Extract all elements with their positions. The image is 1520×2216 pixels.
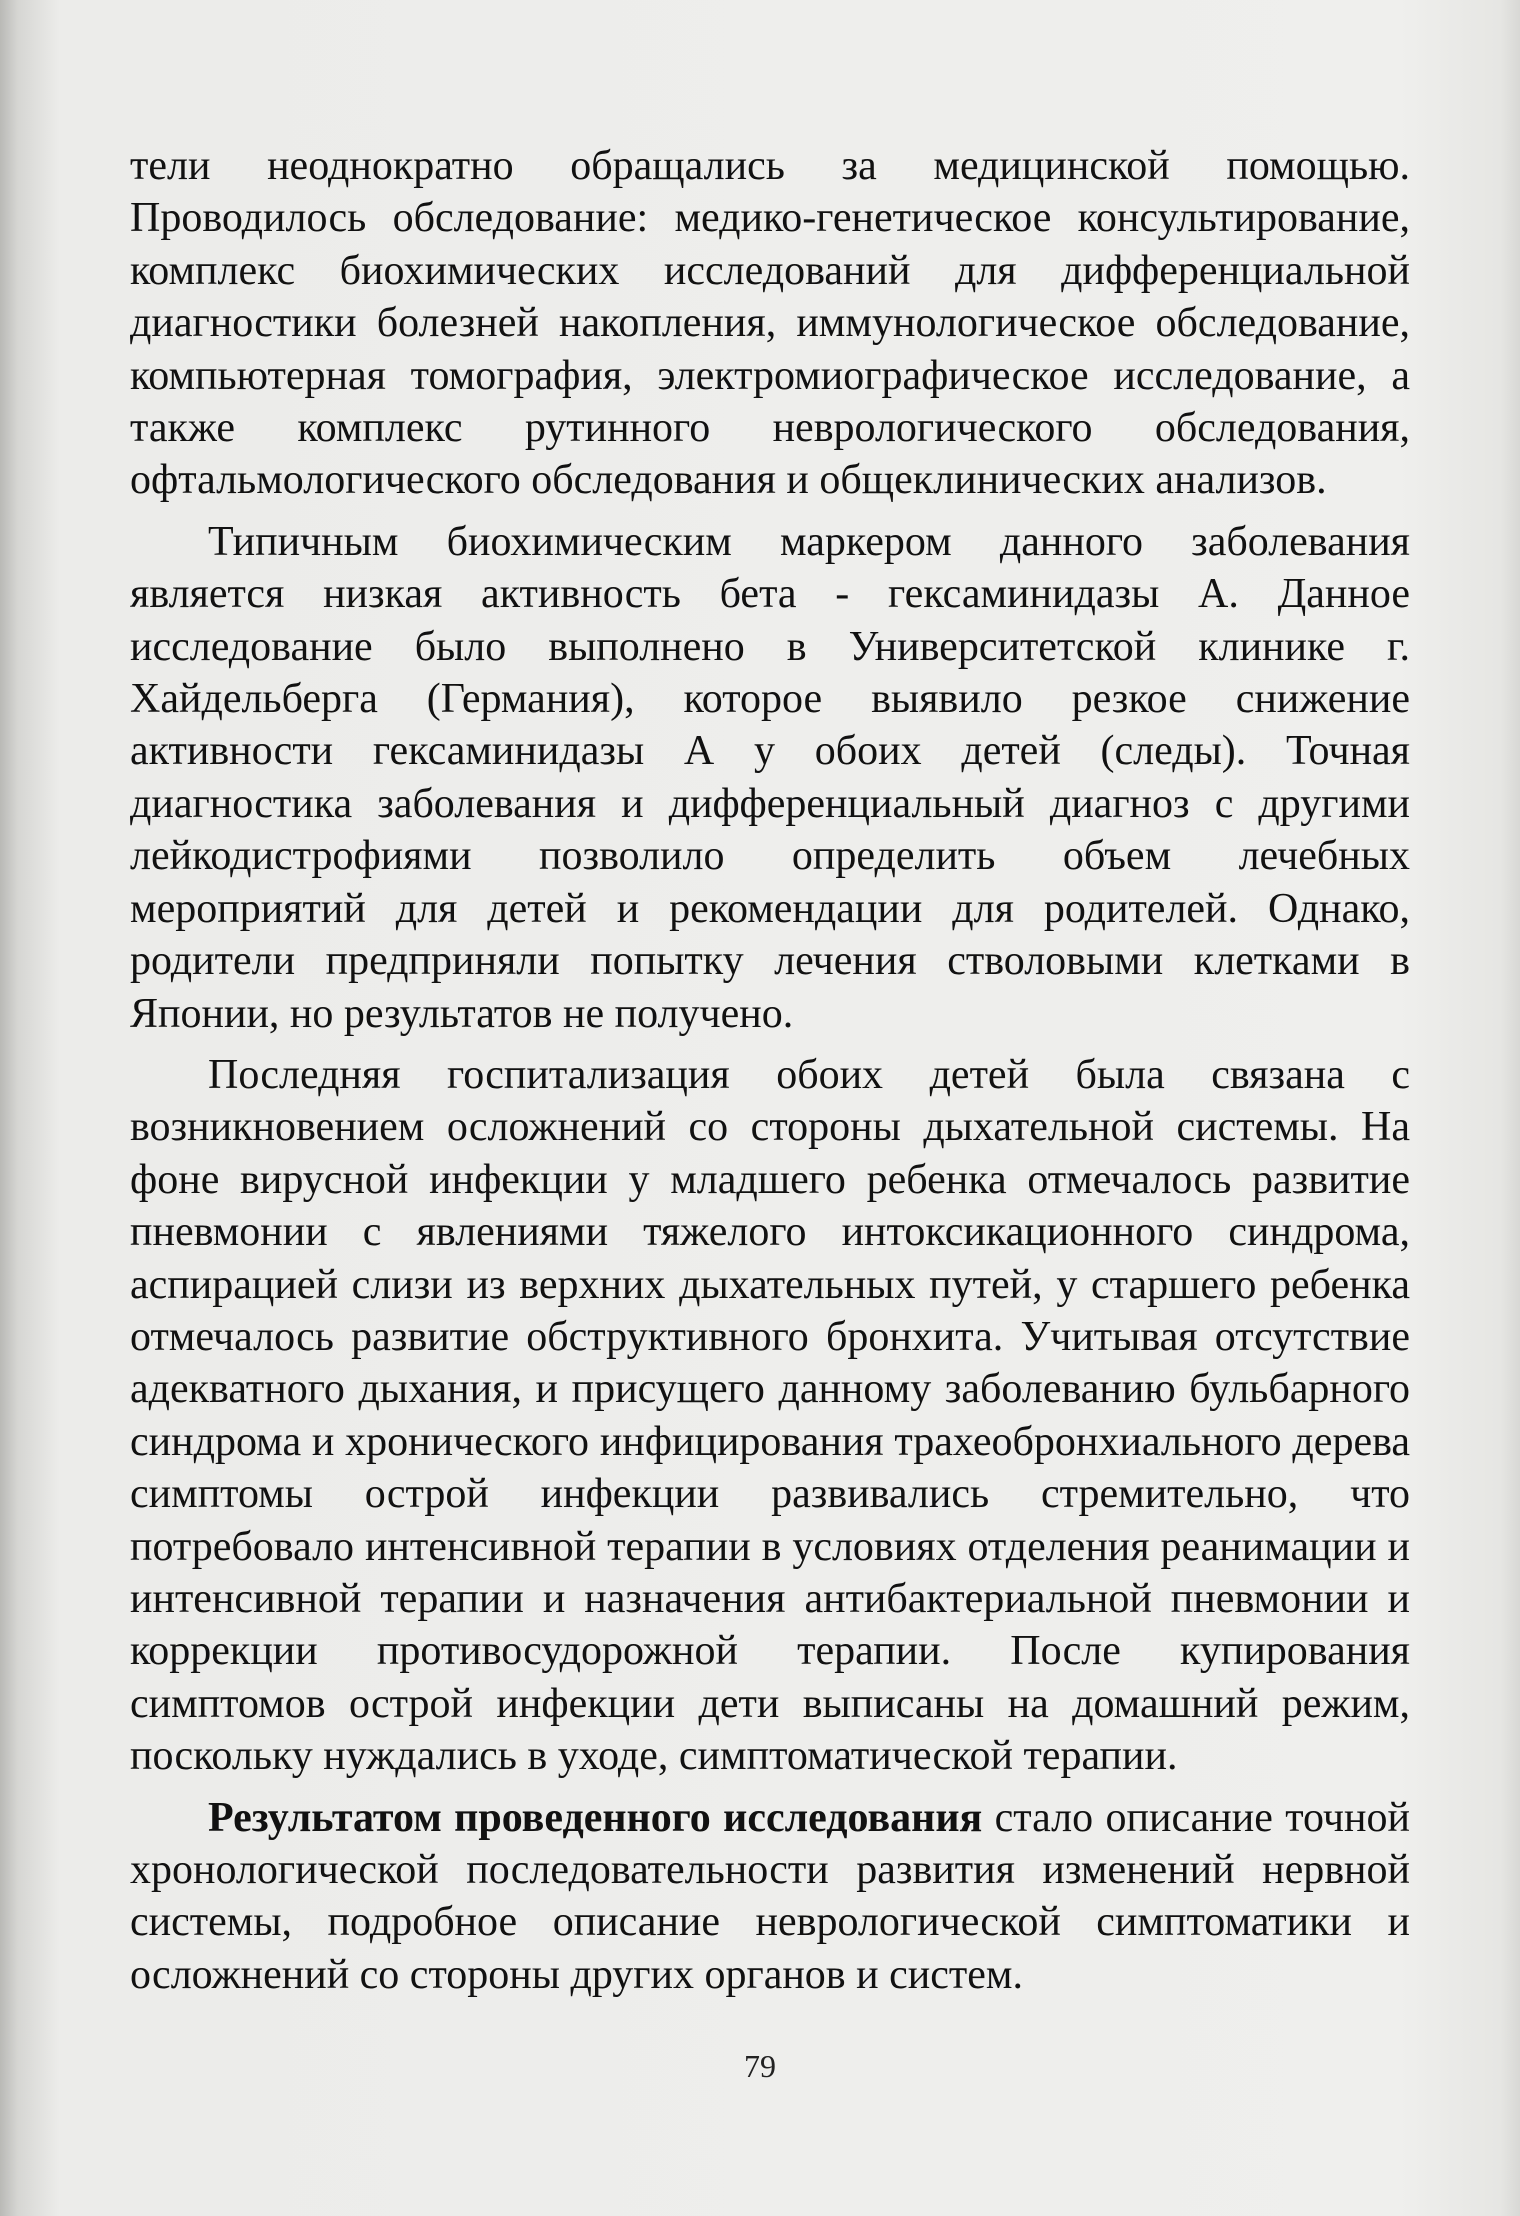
paragraph-continuation: тели неоднократно обращались за медицинской помощью. Проводилось обследование: медико-генетическое консультирование, комплекс биохимических исследований для дифференциальной диагностики болезней накопления, иммунологическое обследование, компьютерная томография, электромиографическое исследование, а также комплекс рутинного неврологического обследования, офтальмологического обследования и общеклинических анализов. [130,143,1410,504]
results-bold-lead: Результатом проведенного исследования [208,1794,983,1841]
results-text: стало описание точной хронологической последовательности развития изменений нервной системы, подробное описание неврологической симптоматики и осложнений со стороны других органов и систем. [130,1794,1410,1998]
paragraph-last-hospitalization: Последняя госпитализация обоих детей была связана с возникновением осложнений со стороны дыхательной системы. На фоне вирусной инфекции у младшего ребенка отмечалось развитие пневмонии с явлениями тяжелого интоксикационного синдрома, аспирацией слизи из верхних дыхательных путей, у старшего ребенка отмечалось развитие обструктивного бронхита. Учитывая отсутствие адекватного дыхания, и присущего данному заболеванию бульбарного синдрома и хронического инфицирования трахеобронхиального дерева симптомы острой инфекции развивались стремительно, что потребовало интенсивной терапии в условиях отделения реанимации и интенсивной терапии и назначения антибактериальной пневмонии и коррекции противосудорожной терапии. После купирования симптомов острой инфекции дети выписаны на домашний режим, поскольку нуждались в уходе, симптоматической терапии. [130,1051,1410,1780]
paragraph-results [130,1792,1410,2002]
page-number: 79 [744,2048,776,2084]
paragraph-biochemical-marker: Типичным биохимическим маркером данного заболевания является низкая активность бета - гексаминидазы А. Данное исследование было выполнено в Университетской клинике г. Хайдельберга (Германия), которое выявило резкое снижение активности гексаминидазы А у обоих детей (следы). Точная диагностика заболевания и дифференциальный диагноз с другими лейкодистрофиями позволило определить объем лечебных мероприятий для детей и рекомендации для родителей. Однако, родители предприняли попытку лечения стволовыми клетками в Японии, но результатов не получено. [130,518,1410,1037]
body-text [130,140,1410,2001]
